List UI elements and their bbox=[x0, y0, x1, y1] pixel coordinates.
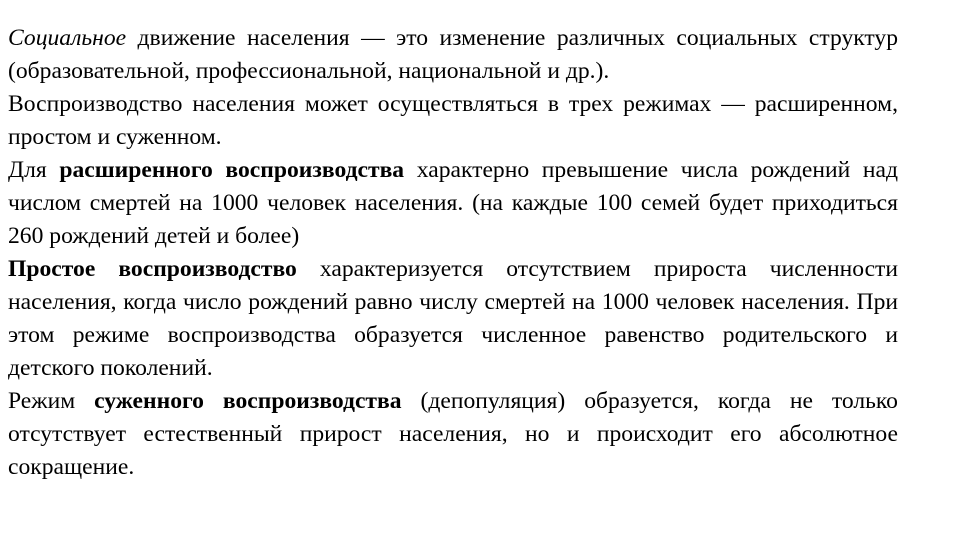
paragraph-reproduction-modes-text: Воспроизводство населения может осуществляться в трех режимах — расширенном, простом и суженном. bbox=[8, 91, 898, 150]
slide-text-body bbox=[8, 22, 898, 484]
paragraph-social-movement bbox=[8, 22, 898, 88]
paragraph-narrowed-text: (депопуляция) образуется, когда не только отсутствует естественный прирост населения, но и происходит его абсолютное сокращение. bbox=[8, 388, 898, 480]
paragraph-narrowed-lead: Режим bbox=[8, 388, 95, 414]
term-simple-reproduction: Простое воспроизводство bbox=[8, 256, 297, 282]
paragraph-simple-text: характеризуется отсутствием прироста численности населения, когда число рождений равно числу смертей на 1000 человек населения. При этом режиме воспроизводства образуется численное равенство родительского и детского поколений. bbox=[8, 256, 898, 381]
paragraph-extended-lead: Для bbox=[8, 157, 60, 183]
paragraph-reproduction-modes bbox=[8, 88, 898, 154]
paragraph-social-movement-text: движение населения — это изменение различных социальных структур (образовательной, профессиональной, национальной и др.). bbox=[8, 25, 898, 84]
paragraph-narrowed-reproduction bbox=[8, 385, 898, 484]
paragraph-extended-text: характерно превышение числа рождений над числом смертей на 1000 человек населения. (на каждые 100 семей будет приходиться 260 рождений детей и более) bbox=[8, 157, 898, 249]
term-social: Социальное bbox=[8, 25, 127, 51]
term-extended-reproduction: расширенного воспроизводства bbox=[59, 157, 405, 183]
paragraph-extended-reproduction bbox=[8, 154, 898, 253]
term-narrowed-reproduction: суженного воспроизводства bbox=[94, 388, 402, 414]
paragraph-simple-reproduction bbox=[8, 253, 898, 385]
